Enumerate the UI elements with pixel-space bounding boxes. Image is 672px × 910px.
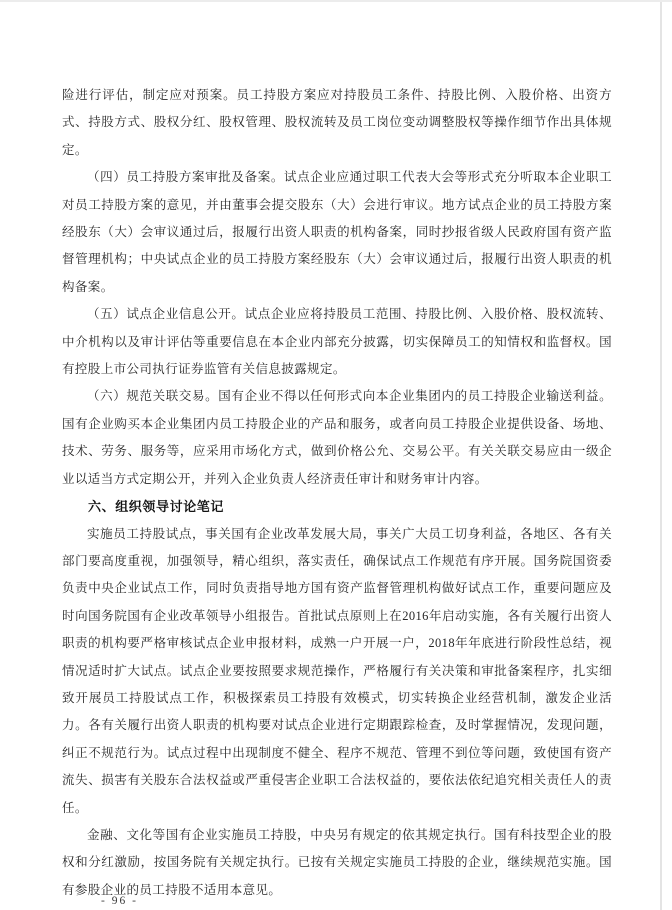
document-page (0, 2, 662, 910)
document-body (0, 2, 660, 904)
paragraph-closing: 金融、文化等国有企业实施员工持股，中央另有规定的依其规定执行。国有科技型企业的股权和分红激励，按国务院有关规定执行。已按有关规定实施员工持股的企业，继续规范实施。国有参股企业的员工持股不适用本意见。 (62, 827, 612, 897)
page-number: - 96 - (101, 895, 138, 907)
paragraph-item-five: （五）试点企业信息公开。试点企业应将持股员工范围、持股比例、入股价格、股权流转、中介机构以及审计评估等重要信息在本企业内部充分披露，切实保障员工的知情权和监督权。国有控股上市公司执行证券监管有关信息披露规定。 (62, 307, 612, 377)
page-footer (101, 895, 138, 907)
paragraph-continued: 险进行评估，制定应对预案。员工持股方案应对持股员工条件、持股比例、入股价格、出资方式、持股方式、股权分红、股权管理、股权流转及员工岗位变动调整股权等操作细节作出具体规定。 (62, 88, 612, 157)
paragraph-item-four: （四）员工持股方案审批及备案。试点企业应通过职工代表大会等形式充分听取本企业职工对员工持股方案的意见，并由董事会提交股东（大）会进行审议。地方试点企业的员工持股方案经股东（大）会审议通过后，报履行出资人职责的机构备案，同时抄报省级人民政府国有资产监督管理机构；中央试点企业的员工持股方案经股东（大）会审议通过后，报履行出资人职责的机构备案。 (62, 170, 612, 294)
paragraph-item-six: （六）规范关联交易。国有企业不得以任何形式向本企业集团内的员工持股企业输送利益。国有企业购买本企业集团内员工持股企业的产品和服务，或者向员工持股企业提供设备、场地、技术、劳务、服务等，应采用市场化方式，做到价格公允、交易公平。有关关联交易应由一级企业以适当方式定期公开，并列入企业负责人经济责任审计和财务审计内容。 (62, 389, 612, 486)
section-heading: 六、组织领导讨论笔记 (88, 499, 225, 515)
paragraph-organization: 实施员工持股试点，事关国有企业改革发展大局，事关广大员工切身利益，各地区、各有关部门要高度重视，加强领导，精心组织，落实责任，确保试点工作规范有序开展。国务院国资委负责中央企业试点工作，同时负责指导地方国有资产监督管理机构做好试点工作，重要问题应及时向国务院国有企业改革领导小组报告。首批试点原则上在2016年启动实施，各有关履行出资人职责的机构要严格审核试点企业申报材料，成熟一户开展一户，2018年年底进行阶段性总结，视情况适时扩大试点。试点企业要按照要求规范操作，严格履行有关决策和审批备案程序，扎实细致开展员工持股试点工作，积极探索员工持股有效模式，切实转换企业经营机制，激发企业活力。各有关履行出资人职责的机构要对试点企业进行定期跟踪检查，及时掌握情况，发现问题，纠正不规范行为。试点过程中出现制度不健全、程序不规范、管理不到位等问题，致使国有资产流失、损害有关股东合法权益或严重侵害企业职工合法权益的，要依法依纪追究相关责任人的责任。 (62, 526, 612, 815)
